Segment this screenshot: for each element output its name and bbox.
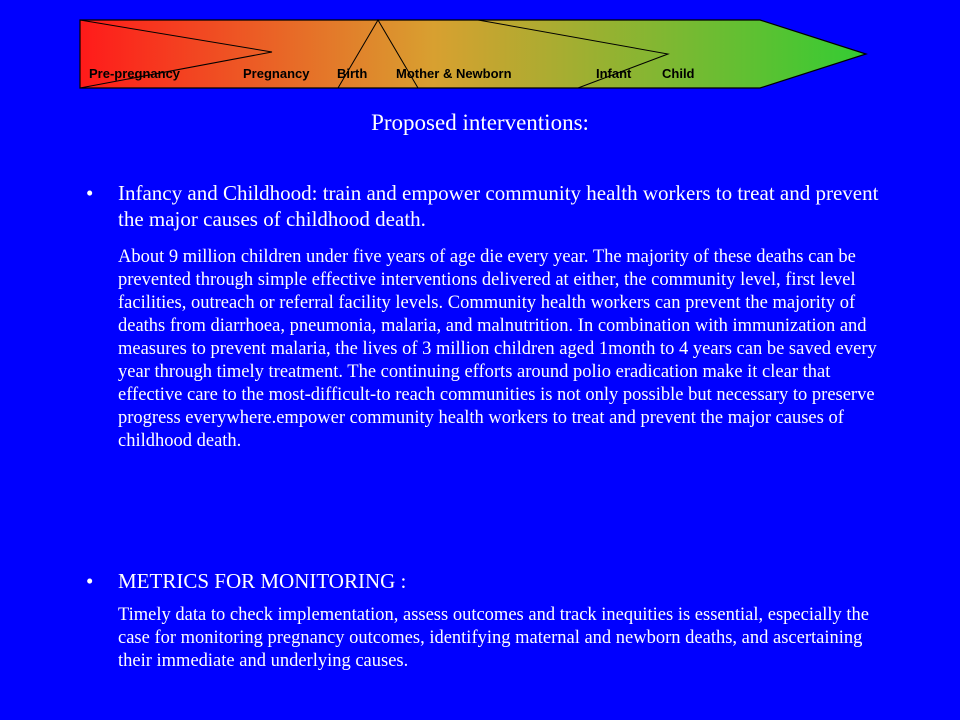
stage-pre-pregnancy: Pre-pregnancy: [89, 66, 181, 81]
stage-mother-newborn: Mother & Newborn: [396, 66, 512, 81]
bullet-marker: •: [86, 569, 94, 593]
bullet-metrics: [86, 568, 886, 594]
stage-birth: Birth: [337, 66, 368, 81]
bullet-marker: •: [86, 181, 94, 205]
stage-infant: Infant: [596, 66, 632, 81]
life-stage-arrow: [0, 0, 960, 100]
bullet-body-paragraph: Timely data to check implementation, assess outcomes and track inequities is essential, especially the case for monitoring pregnancy outcomes, identifying maternal and newborn deaths, and ascertaining their immediate and underlying causes.: [118, 605, 869, 671]
bullet-heading: METRICS FOR MONITORING :: [118, 569, 407, 593]
slide-subtitle: Proposed interventions:: [371, 110, 589, 135]
stage-pregnancy: Pregnancy: [243, 66, 310, 81]
bullet-infancy-childhood: [86, 180, 886, 232]
bullet-body-paragraph: About 9 million children under five years of age die every year. The majority of these deaths can be prevented through simple effective interventions delivered at either, the community level, first level facilities, outreach or referral facility levels. Community health workers can prevent the majority of deaths from diarrhoea, pneumonia, malaria, and malnutrition. In combination with immunization and measures to prevent malaria, the lives of 3 million children aged 1month to 4 years can be saved every year through timely treatment. The continuing efforts around polio eradication make it clear that effective care to the most-difficult-to reach communities is not only possible but necessary to preserve progress everywhere.empower community health workers to treat and prevent the major causes of childhood death.: [118, 247, 877, 451]
bullet-heading: Infancy and Childhood: train and empower community health workers to treat and prevent the major causes of childhood death.: [118, 181, 879, 231]
stage-child: Child: [662, 66, 695, 81]
life-stage-banner: [0, 0, 960, 100]
